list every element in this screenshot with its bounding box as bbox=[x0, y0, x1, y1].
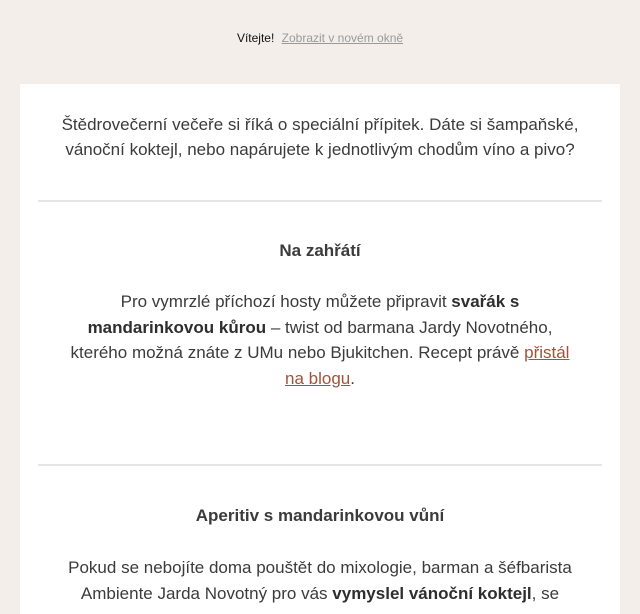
email-content-card bbox=[20, 84, 620, 614]
paragraph-text: . bbox=[350, 368, 355, 388]
section-divider bbox=[38, 200, 602, 202]
bold-highlight: svařák s mandarinkovou kůrou bbox=[87, 292, 520, 337]
bold-highlight: vymyslel vánoční koktejl bbox=[332, 583, 532, 603]
greeting-text: Vítejte! bbox=[236, 31, 275, 45]
blog-link[interactable]: přistál na blogu bbox=[285, 343, 570, 388]
paragraph-text: – twist od barmana Jardy Novotného, kterého možná znáte z UMu nebo Bjukitchen. Recept právě bbox=[70, 317, 553, 362]
paragraph-text: Pro vymrzlé příchozí hosty můžete připravit bbox=[120, 292, 452, 311]
paragraph-text: Pokud se nebojíte doma pouštět do mixologie, barman a šéfbarista Ambiente Jarda Novotný pro vás bbox=[68, 558, 572, 603]
section-heading-aperitif: Aperitiv s mandarinkovou vůní bbox=[195, 506, 445, 525]
view-in-new-window-link[interactable]: Zobrazit v novém okně bbox=[281, 31, 404, 45]
email-header-bar bbox=[0, 30, 640, 46]
section-divider bbox=[38, 464, 602, 466]
section-paragraph-aperitif bbox=[60, 555, 580, 606]
intro-paragraph: Štědrovečerní večeře si říká o speciální přípitek. Dáte si šampaňské, vánoční koktejl, nebo napárujete k jednotlivým chodům víno a pivo? bbox=[61, 115, 579, 159]
section-heading-warm-up: Na zahřátí bbox=[279, 241, 361, 260]
section-paragraph-warm-up bbox=[60, 289, 580, 391]
paragraph-text: , se bbox=[531, 583, 560, 603]
